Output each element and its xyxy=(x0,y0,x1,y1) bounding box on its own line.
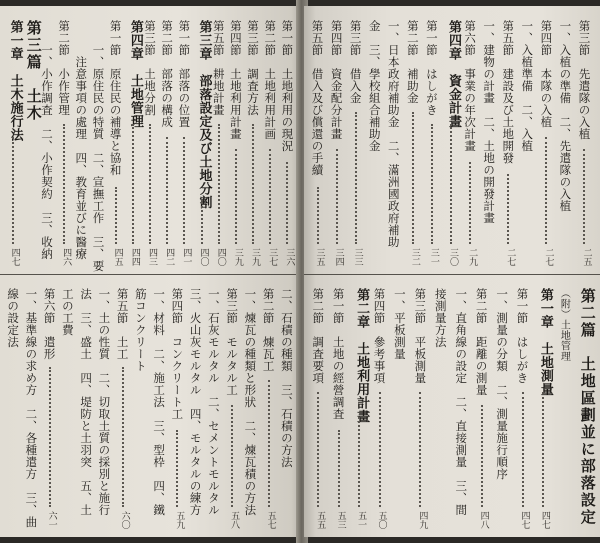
right-divider xyxy=(304,274,600,275)
toc-line: 第一節 はしがき xyxy=(515,288,530,384)
toc-line: 第三節 土地分割 xyxy=(143,20,157,116)
page-number: 五〇 xyxy=(376,511,387,529)
toc-line: 三、火山灰モルタル 四、モルタルの練方 xyxy=(188,288,203,516)
page-number: 四六 xyxy=(61,248,72,266)
toc-line: 一、原住民の特質 二、宣撫工作 三、要 xyxy=(91,20,106,272)
leader-dots xyxy=(49,367,53,507)
toc-line: 第二節 距離の測量 xyxy=(474,288,489,396)
toc-line: 一、日本政府補助金 二、滿洲國政府補助 xyxy=(386,20,401,248)
toc-line: 第二章 土地利用計畫 xyxy=(354,288,370,423)
page-number: 三七 xyxy=(267,248,278,266)
toc-line: 第四節 土地利用計畫 xyxy=(228,20,243,140)
leader-dots xyxy=(542,392,546,507)
page-number: 六〇 xyxy=(119,511,130,529)
leader-dots xyxy=(252,124,256,244)
leader-dots xyxy=(469,162,473,245)
toc-line: 一、直角線の設定 二、直接測量 三、間 xyxy=(454,288,469,516)
page-number: 四九 xyxy=(417,511,428,529)
page-number: 四七 xyxy=(9,248,20,266)
leader-dots xyxy=(269,149,273,244)
toc-line: 一、石灰モルタル 二、セメントモルタル xyxy=(206,288,221,516)
toc-line: 第一章 土木施行法 xyxy=(7,20,23,142)
leader-dots xyxy=(149,124,153,244)
toc-line: 第五節 建設及び土地開發 xyxy=(501,20,516,164)
toc-line: 第二節 土地利用計画 xyxy=(263,20,278,140)
toc-line: 第五節 土工 xyxy=(115,288,130,360)
page-number: 五九 xyxy=(174,511,185,529)
toc-line: 第五節 耕地計畫 xyxy=(211,20,226,116)
toc-line: 第一章 土地測量 xyxy=(537,288,553,396)
toc-line: 第三章 部落設定及び土地分割 xyxy=(196,20,212,209)
page-number: 四〇 xyxy=(215,248,226,266)
toc-line: 第二節 部落の構成 xyxy=(160,20,175,128)
leader-dots xyxy=(268,380,272,508)
leader-dots xyxy=(379,392,383,507)
page-number: 二九 xyxy=(467,248,478,266)
left-page xyxy=(0,6,300,537)
toc-line: 一、基準線の求め方 二、各種遣方 三、曲 xyxy=(24,288,39,528)
toc-line: 接測量方法 xyxy=(433,288,448,348)
leader-dots xyxy=(355,112,359,245)
page-number: 四〇 xyxy=(198,248,209,266)
toc-line: 第二節 小作管理 xyxy=(57,20,72,116)
toc-line: 一、測量の分類 二、測量施行順序 xyxy=(495,288,510,480)
toc-line: 筋コンクリート xyxy=(133,288,148,372)
page-number: 四四 xyxy=(129,248,140,266)
toc-line: 第三節 先遣隊の入植 xyxy=(577,20,592,140)
page-number: 四三 xyxy=(147,248,157,266)
leader-dots xyxy=(286,162,290,245)
toc-line: 第二節 補助金 xyxy=(405,20,420,104)
toc-line: 一、小作調査 二、小作契約 三、收納 xyxy=(39,20,54,260)
leader-dots xyxy=(450,124,454,244)
leader-dots xyxy=(545,137,549,245)
leader-dots xyxy=(12,137,16,245)
page-number: 四七 xyxy=(539,511,550,529)
leader-dots xyxy=(481,405,485,508)
page-number: 四七 xyxy=(519,511,530,529)
page-number: 三一 xyxy=(428,248,439,266)
toc-line: 線の設定法 xyxy=(6,288,21,348)
toc-line: 一、平板測量 xyxy=(392,288,407,360)
leader-dots xyxy=(317,392,321,507)
page-number: 三九 xyxy=(250,248,261,266)
toc-line: 金 三、學校組合補助金 xyxy=(367,20,382,152)
toc-line: 一、煉瓦の種類と形狀 二、煉瓦積の方法 xyxy=(243,288,258,516)
page-number: 四一 xyxy=(181,248,192,266)
toc-line: 一、入植の準備 二、先遣隊の入植 xyxy=(558,20,573,212)
leader-dots xyxy=(522,392,526,507)
toc-line: 第四節 本隊の入植 xyxy=(539,20,554,128)
toc-line: （附）土地管理 xyxy=(558,288,570,362)
page-number: 四五 xyxy=(112,248,123,266)
toc-line: 第三節 平板測量 xyxy=(413,288,428,384)
page-number: 五八 xyxy=(229,511,240,529)
page-number: 五一 xyxy=(356,511,367,529)
leader-dots xyxy=(183,137,187,245)
toc-line: 第六節 事業の年次計畫 xyxy=(463,20,478,152)
toc-line: 一、建物の計畫 二、土地の開發計畫 xyxy=(482,20,497,224)
leader-dots xyxy=(358,417,362,507)
toc-line: 工の工費 xyxy=(60,288,75,336)
page-number: 五七 xyxy=(265,511,276,529)
page-number: 三三 xyxy=(352,248,363,266)
leader-dots xyxy=(412,112,416,245)
leader-dots xyxy=(166,137,170,245)
leader-dots xyxy=(235,149,239,244)
leader-dots xyxy=(431,124,435,244)
leader-dots xyxy=(231,405,235,508)
toc-line: 第四章 資金計畫 xyxy=(446,20,461,128)
toc-line: 第三節 借入金 xyxy=(348,20,363,104)
page-number: 四八 xyxy=(478,511,489,529)
page-number: 二七 xyxy=(543,248,554,266)
page-number: 三六 xyxy=(284,248,295,266)
leader-dots xyxy=(317,187,321,245)
toc-line: 第二節 煉瓦工 xyxy=(261,288,276,372)
page-number: 五五 xyxy=(315,511,326,529)
toc-line: 法 三、盛土 四、堤防と土羽突 五、土 xyxy=(79,288,94,516)
page-number: 六一 xyxy=(46,511,57,529)
toc-line: 第三節 モルタル工 xyxy=(225,288,240,396)
right-page xyxy=(304,6,600,537)
toc-line: 第一節 部落の位置 xyxy=(177,20,192,128)
leader-dots xyxy=(419,392,423,507)
page-number: 三九 xyxy=(232,248,243,266)
page-number: 四二 xyxy=(164,248,175,266)
toc-line: 第三篇 土木 xyxy=(24,20,43,122)
page-number: 三二 xyxy=(409,248,420,266)
left-divider xyxy=(0,274,300,275)
toc-line: 注意事項の處理 四、教育並びに醫療 xyxy=(74,20,89,260)
leader-dots xyxy=(176,430,180,508)
page-number: 五三 xyxy=(335,511,346,529)
toc-line: 一、入植準備 二、入植 xyxy=(520,20,535,152)
page-number: 三五 xyxy=(314,248,325,266)
toc-line: 第二篇 土地區劃並に部落設定 xyxy=(578,288,597,526)
page-number: 二五 xyxy=(581,248,592,266)
toc-line: 第四節 資金配分計畫 xyxy=(329,20,344,140)
page-number: 三〇 xyxy=(448,248,458,266)
leader-dots xyxy=(63,124,67,244)
toc-line: 二、石積の種類 三、石積の方法 xyxy=(279,288,294,468)
leader-dots xyxy=(115,187,119,245)
leader-dots xyxy=(201,199,205,244)
leader-dots xyxy=(132,124,136,244)
leader-dots xyxy=(507,174,511,244)
toc-line: 第六節 遣形 xyxy=(42,288,57,360)
toc-line: 第五節 借入及び償還の手續 xyxy=(310,20,325,176)
toc-line: 第一節 はしがき xyxy=(424,20,439,116)
leader-dots xyxy=(583,149,587,244)
toc-line: 第四章 土地管理 xyxy=(127,20,143,128)
page-number: 三四 xyxy=(333,248,344,266)
leader-dots xyxy=(338,430,342,508)
toc-line: 一、材料 二、施工法 三、型枠 四、鐵 xyxy=(152,288,167,516)
page-number: 二七 xyxy=(505,248,516,266)
toc-line: 第三節 調査方法 xyxy=(246,20,261,116)
toc-line: 第一節 土地利用の現況 xyxy=(280,20,295,152)
toc-line: 第四節 參考事項 xyxy=(372,288,387,384)
toc-line: 第四節 コンクリート工 xyxy=(170,288,185,420)
leader-dots xyxy=(336,149,340,244)
toc-line: 第一節 土地の經營調査 xyxy=(331,288,346,420)
toc-line: 第二節 調査要項 xyxy=(311,288,326,384)
leader-dots xyxy=(218,124,222,244)
leader-dots xyxy=(122,367,126,507)
toc-line: 第一節 原住民の補導と協和 xyxy=(108,20,123,176)
toc-line: 一、土の性質 二、切取土質の採別と施行 xyxy=(97,288,112,516)
